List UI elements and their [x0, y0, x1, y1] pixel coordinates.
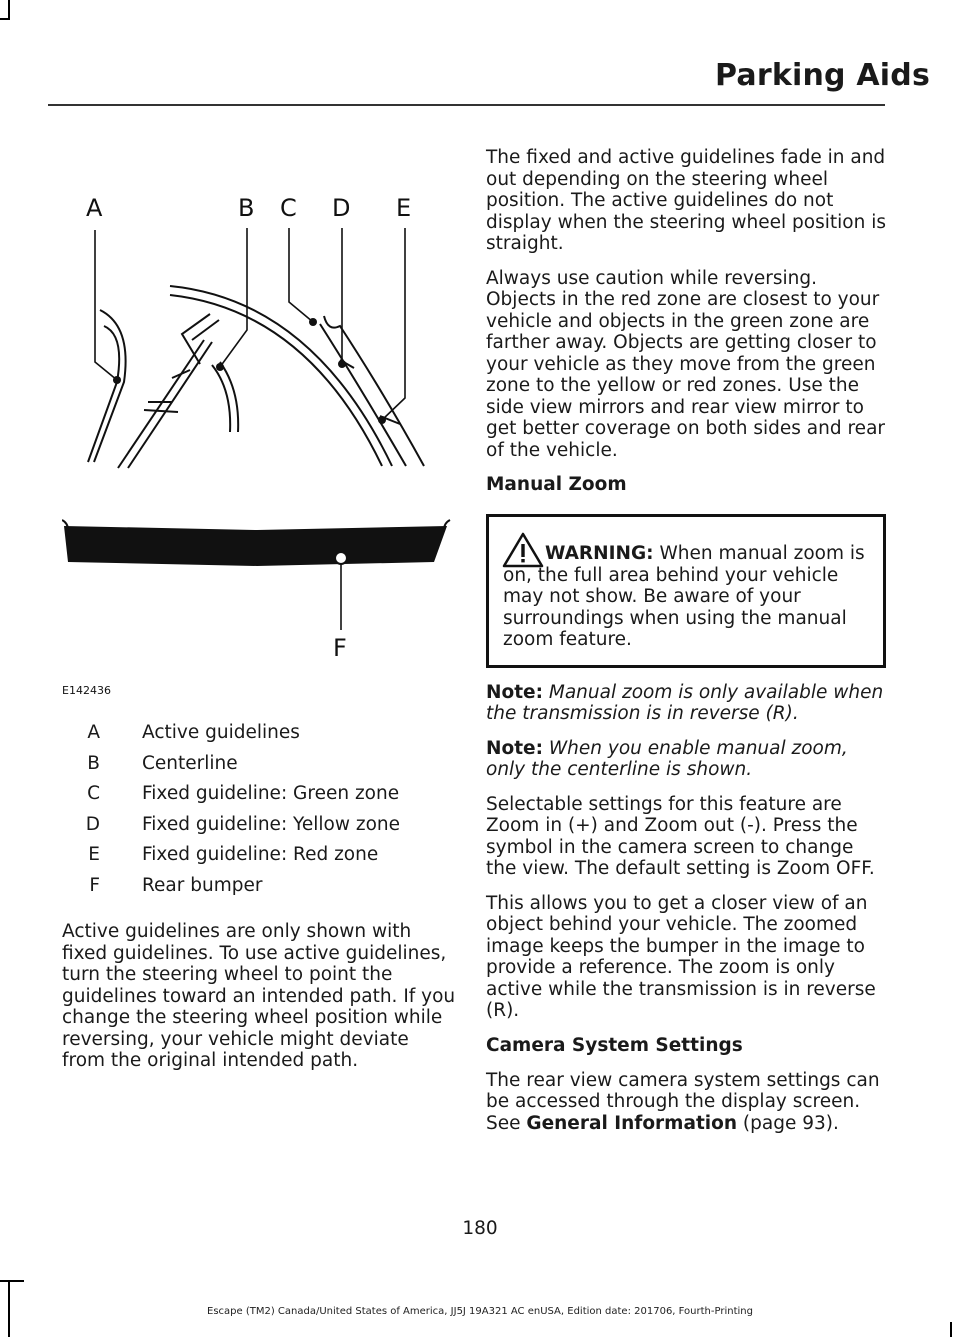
- crop-mark-top-left-h: [0, 18, 10, 20]
- camera-settings-paragraph: The rear view camera system settings can be accessed through the display screen. See General Information (page 93).: [486, 1069, 880, 1134]
- fixed-guideline-right-outer: [324, 316, 424, 466]
- rear-bumper: [64, 526, 447, 566]
- legend-row: C Fixed guideline: Green zone: [87, 783, 400, 804]
- leader-a: [95, 230, 117, 380]
- page-number: 180: [462, 1218, 498, 1239]
- diagram-label-e: E: [396, 194, 412, 222]
- fixed-guideline-left-inner: [128, 342, 212, 468]
- warning-triangle-icon: [501, 531, 545, 569]
- leader-e: [382, 228, 405, 420]
- camera-settings-heading: Camera System Settings: [486, 1034, 743, 1056]
- image-code: E142436: [62, 684, 111, 697]
- diagram-label-b: B: [238, 194, 255, 222]
- crop-mark-bottom-left-h: [0, 1280, 24, 1282]
- centerline-lower-2: [220, 362, 238, 432]
- fixed-guideline-left-tick1: [172, 370, 190, 378]
- diagram-label-f: F: [333, 634, 347, 662]
- general-information-link[interactable]: General Information: [526, 1112, 738, 1134]
- zoom-settings-paragraph: Selectable settings for this feature are Zoom in (+) and Zoom out (-). Press the symbol in the camera screen to change the view. The default setting is Zoom OFF.: [486, 793, 875, 879]
- diagram-legend: [62, 722, 457, 905]
- active-guideline-inner: [88, 326, 119, 462]
- legend-row: B Centerline: [87, 752, 238, 774]
- caution-paragraph: Always use caution while reversing. Objects in the red zone are closest to your vehicle and objects in the green zone are farther away. Objects are getting closer to your vehicle as they move from the green zone to the yellow or red zones. Use the side view mirrors and rear view mirror to get better coverage on both sides and rear of the vehicle.: [486, 267, 886, 461]
- note-manual-zoom-reverse: Note: Manual zoom is only available when the transmission is in reverse (R).: [486, 681, 884, 724]
- left-body-text: [62, 921, 457, 1085]
- diagram-label-d: D: [332, 194, 351, 222]
- crop-mark-top-left: [8, 0, 10, 20]
- guidelines-fade-paragraph: The fixed and active guidelines fade in and out depending on the steering wheel position. The active guidelines do not display when the steering wheel position is straight.: [486, 147, 886, 254]
- active-guidelines-paragraph: Active guidelines are only shown with fixed guidelines. To use active guidelines, turn the steering wheel to point the guidelines toward an intended path. If you change the steering wheel position while reversing, your vehicle might deviate from the original intended path.: [62, 921, 456, 1071]
- warning-box: WARNING: When manual zoom is on, the full area behind your vehicle may not show. Be aware of your surroundings when using the manual zoom feature.: [486, 514, 886, 668]
- diagram-label-c: C: [280, 194, 297, 222]
- camera-guidelines-diagram: [62, 150, 457, 710]
- active-guideline-outer: [94, 310, 126, 462]
- warning-label: WARNING:: [545, 543, 654, 564]
- page-title: Parking Aids: [715, 58, 930, 93]
- legend-row: E Fixed guideline: Red zone: [88, 844, 379, 865]
- warning-text: on, the full area behind your vehicle may not show. Be aware of your surroundings when using the manual zoom feature.: [503, 564, 847, 650]
- right-column: [486, 147, 886, 1147]
- fixed-guideline-left-outer: [118, 340, 204, 468]
- note-centerline-only: Note: When you enable manual zoom, only the centerline is shown.: [486, 737, 848, 780]
- fixed-guideline-right-inner: [320, 324, 406, 466]
- footer-text: Escape (TM2) Canada/United States of America, JJ5J 19A321 AC enUSA, Edition date: 201706, Fourth-Printing: [207, 1306, 753, 1317]
- legend-row: D Fixed guideline: Yellow zone: [85, 813, 401, 835]
- legend-row: A Active guidelines: [87, 722, 300, 743]
- legend-row: F Rear bumper: [89, 874, 263, 896]
- fixed-guideline-left-tick2: [144, 410, 178, 412]
- centerline-upper: [182, 314, 210, 364]
- leader-c: [289, 228, 313, 322]
- diagram-label-a: A: [86, 194, 103, 222]
- zoom-description-paragraph: This allows you to get a closer view of an object behind your vehicle. The zoomed image keeps the bumper in the image to provide a reference. The zoom is only active while the transmission is in reverse (R).: [486, 892, 876, 1021]
- crop-mark-bottom-right: [950, 1322, 952, 1337]
- manual-zoom-heading: Manual Zoom: [486, 474, 627, 495]
- guideline-arc-outer: [170, 286, 392, 466]
- header-divider: [48, 104, 885, 106]
